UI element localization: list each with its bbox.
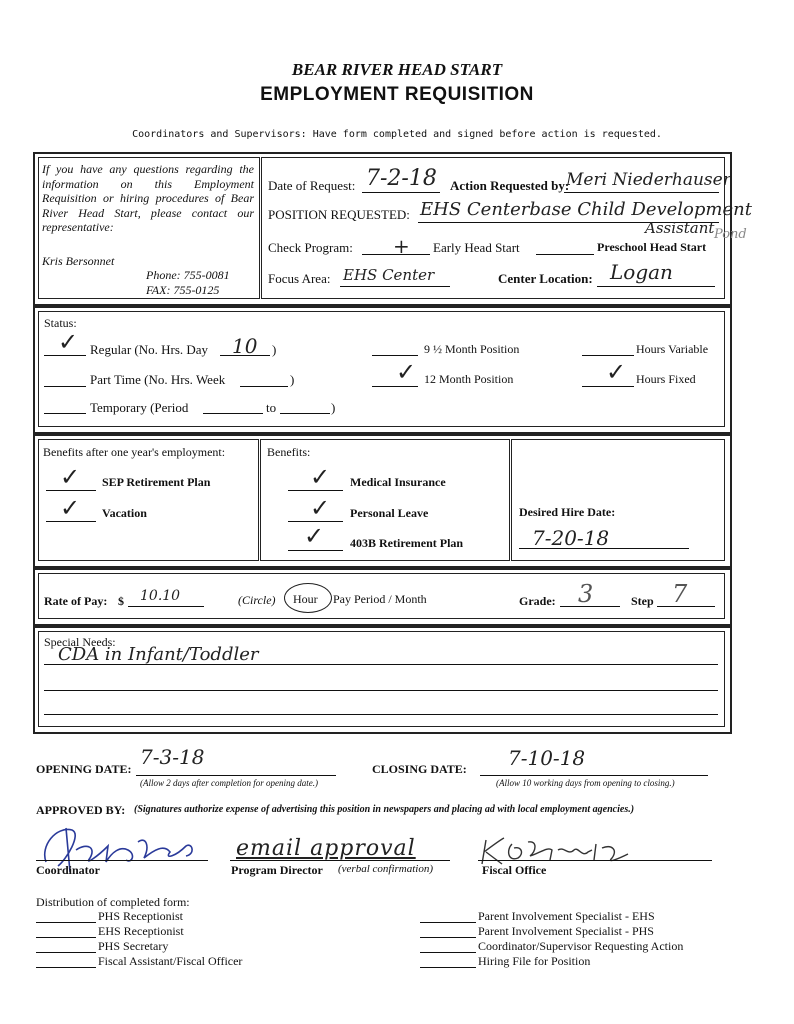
rate-of-pay-value[interactable]: 10.10 [140, 588, 181, 604]
twelve-month-checkmark-icon: ✓ [396, 358, 417, 386]
closing-date-label: CLOSING DATE: [372, 762, 467, 776]
hours-variable-option[interactable]: Hours Variable [636, 342, 709, 356]
check-program-mark[interactable]: + [393, 234, 410, 258]
benefits-after-label: Benefits after one year's employment: [43, 445, 226, 459]
org-name: BEAR RIVER HEAD START [291, 60, 503, 79]
hours-fixed-checkmark-icon: ✓ [606, 358, 627, 386]
part-time-option[interactable]: Part Time (No. Hrs. Week [90, 372, 226, 387]
regular-close: ) [272, 342, 277, 357]
part-time-close: ) [290, 372, 295, 387]
step-label: Step [631, 594, 654, 608]
grade-label: Grade: [519, 594, 556, 608]
distribution-item-coordinator-supervisor[interactable]: Coordinator/Supervisor Requesting Action [478, 939, 684, 953]
currency-symbol: $ [118, 594, 124, 608]
grade-value[interactable]: 3 [578, 580, 594, 608]
opening-date-note: (Allow 2 days after completion for opening date.) [140, 778, 318, 788]
benefits-label: Benefits: [267, 445, 311, 459]
fiscal-office-label: Fiscal Office [482, 863, 547, 877]
temporary-to: to [266, 400, 277, 415]
rate-of-pay-label: Rate of Pay: [44, 594, 108, 608]
instructions: Coordinators and Supervisors: Have form completed and signed before action is requested. [132, 129, 662, 140]
position-requested-value-2[interactable]: Assistant [645, 219, 715, 237]
action-requested-label: Action Requested by: [450, 178, 570, 193]
opening-date-label: OPENING DATE: [36, 762, 132, 776]
closing-date-note: (Allow 10 working days from opening to closing.) [496, 778, 675, 788]
medical-insurance-option[interactable]: Medical Insurance [350, 475, 446, 489]
program-director-label: Program Director [231, 863, 323, 877]
closing-date-value[interactable]: 7-10-18 [508, 746, 586, 770]
vacation-checkmark-icon: ✓ [60, 494, 81, 522]
contact-fax: FAX: 755-0125 [146, 283, 220, 297]
preschool-head-start-option[interactable]: Preschool Head Start [597, 240, 707, 254]
distribution-item-phs-secretary[interactable]: PHS Secretary [98, 939, 169, 953]
focus-area-value[interactable]: EHS Center [343, 266, 435, 284]
regular-option[interactable]: Regular (No. Hrs. Day [90, 342, 209, 357]
medical-checkmark-icon: ✓ [310, 463, 331, 491]
check-program-label: Check Program: [268, 240, 353, 255]
center-location-label: Center Location: [498, 271, 593, 286]
contact-name: Kris Bersonnet [42, 254, 115, 268]
date-of-request-value[interactable]: 7-2-18 [366, 166, 437, 191]
distribution-item-fiscal-assistant[interactable]: Fiscal Assistant/Fiscal Officer [98, 954, 243, 968]
coordinator-label: Coordinator [36, 863, 100, 877]
form-title: EMPLOYMENT REQUISITION [260, 84, 534, 105]
distribution-item-ehs-receptionist[interactable]: EHS Receptionist [98, 924, 184, 938]
sep-retirement-option[interactable]: SEP Retirement Plan [102, 475, 211, 489]
circle-instruction: (Circle) [238, 593, 276, 607]
approved-by-label: APPROVED BY: [36, 803, 126, 817]
opening-date-value[interactable]: 7-3-18 [140, 745, 205, 769]
special-needs-label: Special Needs: [44, 635, 116, 649]
pay-period-options[interactable]: Pay Period / Month [333, 592, 427, 606]
retirement-403b-checkmark-icon: ✓ [304, 522, 325, 550]
sep-checkmark-icon: ✓ [60, 463, 81, 491]
position-extra-note: Pond [714, 227, 747, 242]
special-needs-value[interactable]: CDA in Infant/Toddler [58, 644, 259, 665]
distribution-item-phs-receptionist[interactable]: PHS Receptionist [98, 909, 184, 923]
approved-by-note: (Signatures authorize expense of advertising this position in newspapers and placing ad with local employment agencies.) [134, 804, 635, 815]
status-label: Status: [44, 316, 77, 330]
program-director-signature: email approval [236, 836, 416, 861]
hour-option[interactable]: Hour [293, 592, 318, 606]
personal-leave-checkmark-icon: ✓ [310, 494, 331, 522]
early-head-start-option[interactable]: Early Head Start [433, 240, 520, 255]
desired-hire-date-label: Desired Hire Date: [519, 505, 616, 519]
regular-hours-value[interactable]: 10 [232, 334, 258, 358]
nine-half-month-option[interactable]: 9 ½ Month Position [424, 342, 520, 356]
program-director-note: (verbal confirmation) [338, 863, 434, 875]
position-requested-value[interactable]: EHS Centerbase Child Development [420, 199, 752, 220]
desired-hire-date-value[interactable]: 7-20-18 [532, 526, 610, 550]
contact-phone: Phone: 755-0081 [146, 268, 230, 282]
temporary-close: ) [331, 400, 336, 415]
vacation-option[interactable]: Vacation [102, 506, 147, 520]
step-value[interactable]: 7 [672, 580, 688, 608]
personal-leave-option[interactable]: Personal Leave [350, 506, 429, 520]
temporary-option[interactable]: Temporary (Period [90, 400, 189, 415]
distribution-item-pis-ehs[interactable]: Parent Involvement Specialist - EHS [478, 909, 655, 923]
regular-checkmark-icon: ✓ [58, 328, 79, 356]
contact-note: If you have any questions regarding the information on this Employment Requisition or hiring procedures of Bear River Head Start, please contact our representative: [42, 162, 254, 234]
action-requested-value[interactable]: Meri Niederhauser [566, 170, 731, 190]
distribution-item-hiring-file[interactable]: Hiring File for Position [478, 954, 591, 968]
retirement-403b-option[interactable]: 403B Retirement Plan [350, 536, 464, 550]
position-requested-label: POSITION REQUESTED: [268, 207, 410, 222]
distribution-label: Distribution of completed form: [36, 895, 190, 909]
date-of-request-label: Date of Request: [268, 178, 356, 193]
focus-area-label: Focus Area: [268, 271, 331, 286]
hours-fixed-option[interactable]: Hours Fixed [636, 372, 696, 386]
center-location-value[interactable]: Logan [610, 260, 673, 284]
twelve-month-option[interactable]: 12 Month Position [424, 372, 514, 386]
distribution-item-pis-phs[interactable]: Parent Involvement Specialist - PHS [478, 924, 654, 938]
